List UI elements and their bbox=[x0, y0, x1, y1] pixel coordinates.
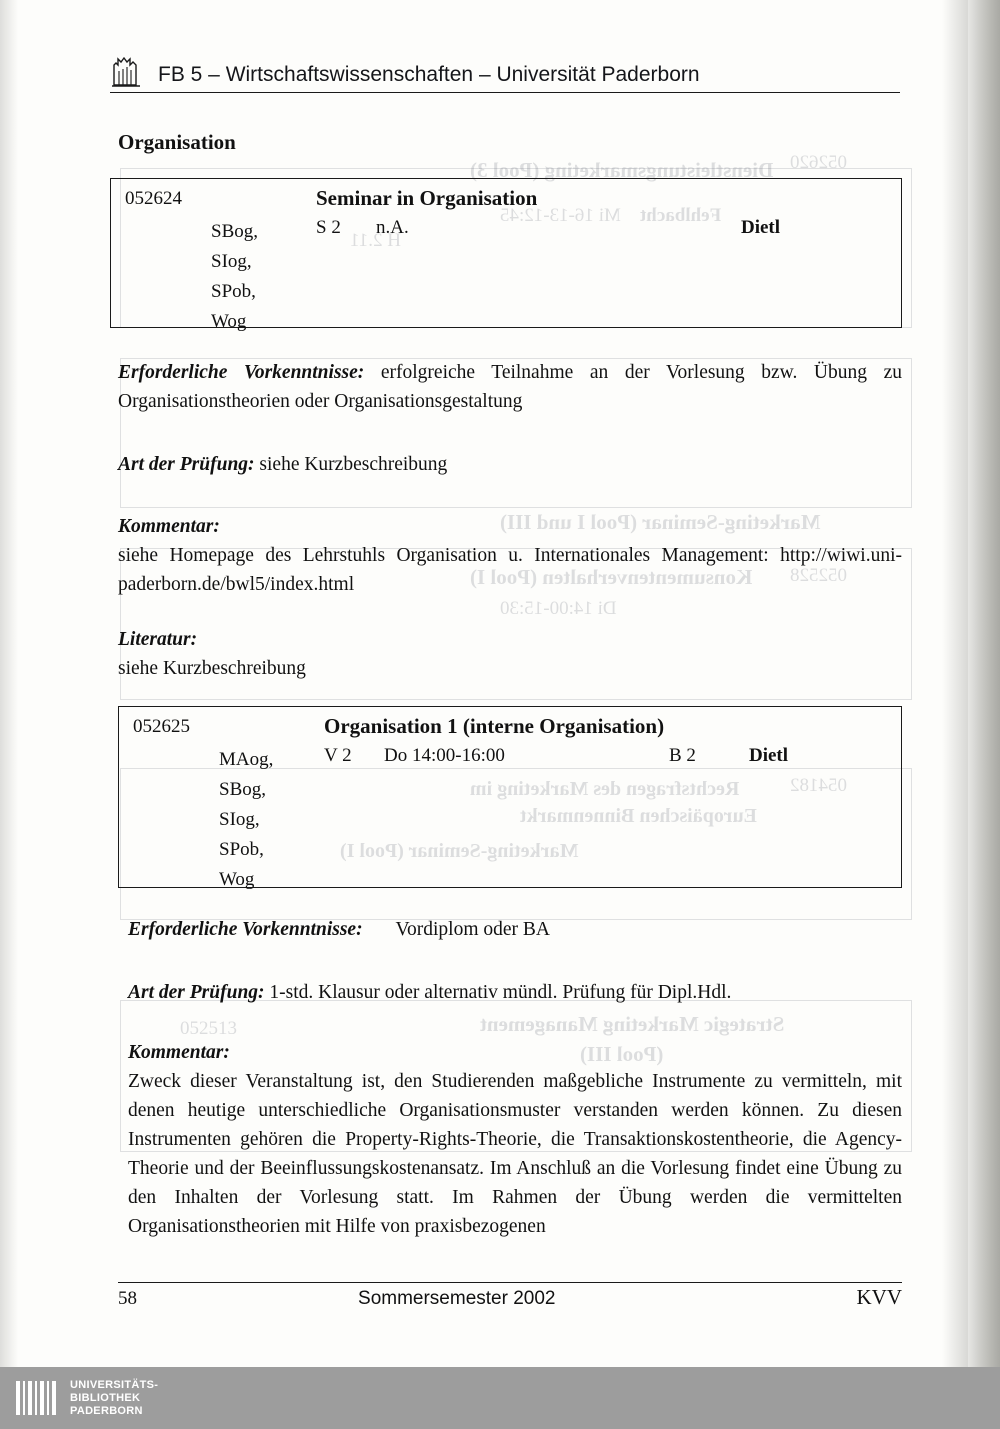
course-codes bbox=[211, 217, 258, 337]
course-code: Wog bbox=[211, 311, 247, 332]
block-label: Literatur: bbox=[118, 629, 198, 650]
ghost-text: Fehlbacht bbox=[640, 205, 722, 226]
university-crest-icon bbox=[110, 55, 144, 89]
course-code: SBog, bbox=[211, 221, 258, 242]
library-line-2: BIBLIOTHEK bbox=[70, 1391, 141, 1404]
course-time: Do 14:00-16:00 bbox=[384, 745, 505, 766]
course-box[interactable] bbox=[118, 706, 902, 888]
block-pruefung-2 bbox=[128, 978, 902, 1007]
course-code: SPob, bbox=[211, 281, 256, 302]
block-text: 1-std. Klausur oder alternativ mündl. Prüfung für Dipl.Hdl. bbox=[269, 982, 732, 1003]
library-line-3: PADERBORN bbox=[70, 1404, 143, 1417]
course-codes bbox=[219, 745, 273, 895]
page-number: 58 bbox=[118, 1288, 137, 1309]
course-lecturer: Dietl bbox=[749, 745, 789, 766]
block-text: siehe Kurzbeschreibung bbox=[259, 454, 448, 475]
block-text: siehe Kurzbeschreibung bbox=[118, 658, 306, 679]
library-line-1: UNIVERSITÄTS- bbox=[70, 1378, 159, 1391]
block-kommentar-1 bbox=[118, 512, 902, 599]
course-code: MAog, bbox=[219, 749, 274, 770]
ghost-text: H 2.11 bbox=[350, 230, 402, 251]
ghost-text: Marketing-Seminar (Pool I und III) bbox=[500, 510, 821, 534]
ghost-text: Konsumentenverhalten (Pool I) bbox=[470, 565, 753, 589]
ghost-text: Strategic Marketing Management bbox=[480, 1012, 785, 1036]
binding-edge bbox=[968, 0, 1000, 1429]
block-vorkenntnisse-1 bbox=[118, 358, 902, 416]
block-text: erfolgreiche Teilnahme an der Vorlesung bzw. Übung zu Organisationstheorien oder Organisationsgestaltung bbox=[118, 362, 902, 412]
page-header bbox=[110, 55, 900, 93]
ghost-text: Europäischen Binnenmarkt bbox=[520, 805, 757, 827]
page-footer bbox=[118, 1282, 902, 1310]
course-box[interactable] bbox=[110, 178, 902, 332]
library-stamp-text bbox=[70, 1379, 158, 1418]
course-type: S 2 bbox=[316, 217, 341, 238]
course-code: SPob, bbox=[219, 839, 264, 860]
course-number: 052624 bbox=[125, 188, 182, 209]
ghost-text: Rechtsfragen des Marketing im bbox=[470, 778, 740, 800]
section-title: Organisation bbox=[118, 130, 236, 154]
ghost-text: 054182 bbox=[790, 775, 847, 796]
course-type: V 2 bbox=[324, 745, 352, 766]
ghost-text: Di 14:00-15:30 bbox=[500, 598, 617, 619]
block-label: Kommentar: bbox=[118, 516, 220, 537]
block-label: Kommentar: bbox=[128, 1042, 230, 1063]
semester-label: Sommersemester 2002 bbox=[358, 1288, 556, 1309]
block-literatur-1 bbox=[118, 625, 902, 683]
course-code: SBog, bbox=[219, 779, 266, 800]
ghost-text: 052528 bbox=[790, 565, 847, 586]
library-stamp-bar bbox=[0, 1367, 1000, 1429]
ghost-text: Mi 16-13-12:45 bbox=[500, 205, 621, 226]
block-text: siehe Homepage des Lehrstuhls Organisation u. Internationales Management: http://wiwi.uni-paderborn.de/bwl5/index.html bbox=[118, 545, 902, 595]
course-number: 052625 bbox=[133, 716, 190, 737]
block-label: Art der Prüfung: bbox=[118, 454, 255, 475]
barcode-icon bbox=[16, 1381, 56, 1415]
block-label: Erforderliche Vorkenntnisse: bbox=[128, 919, 363, 940]
block-text: Zweck dieser Veranstaltung ist, den Studierenden maßgebliche Instrumente zu vermitteln, mit denen heutige unterschiedliche Organisationsmuster verstanden werden können. Zu diesen Instrumenten gehören die Property-Rights-Theorie, die Transaktionskostentheorie, die Agency-Theorie und der Beeinflussungskostenansatz. Im Anschluß an die Vorlesung findet eine Übung zu den Inhalten der Vorlesung statt. Im Rahmen der Übung werden die vermittelten Organisationstheorien mit Hilfe von praxisbezogenen bbox=[128, 1071, 902, 1237]
block-label: Erforderliche Vorkenntnisse: bbox=[118, 362, 365, 383]
ghost-text: (Pool III) bbox=[580, 1042, 664, 1066]
course-code: Wog bbox=[219, 869, 255, 890]
catalog-label: KVV bbox=[856, 1285, 902, 1309]
course-room: B 2 bbox=[669, 745, 696, 766]
ghost-text: Dienstleistungsmarketing (Pool 3) bbox=[470, 158, 774, 182]
block-vorkenntnisse-2 bbox=[128, 915, 902, 944]
block-text: Vordiplom oder BA bbox=[395, 919, 551, 940]
ghost-text: 052513 bbox=[180, 1018, 237, 1039]
ghost-text: Marketing-Seminar (Pool I) bbox=[340, 840, 579, 862]
block-pruefung-1 bbox=[118, 450, 902, 479]
block-kommentar-2 bbox=[128, 1038, 902, 1241]
course-code: SIog, bbox=[219, 809, 260, 830]
course-time: n.A. bbox=[376, 217, 409, 238]
page-header-title: FB 5 – Wirtschaftswissenschaften – Universität Paderborn bbox=[158, 63, 700, 86]
course-code: SIog, bbox=[211, 251, 252, 272]
block-label: Art der Prüfung: bbox=[128, 982, 265, 1003]
course-title: Seminar in Organisation bbox=[316, 186, 538, 210]
course-lecturer: Dietl bbox=[741, 217, 781, 238]
course-title: Organisation 1 (interne Organisation) bbox=[324, 714, 665, 738]
ghost-text: 052620 bbox=[790, 152, 847, 173]
